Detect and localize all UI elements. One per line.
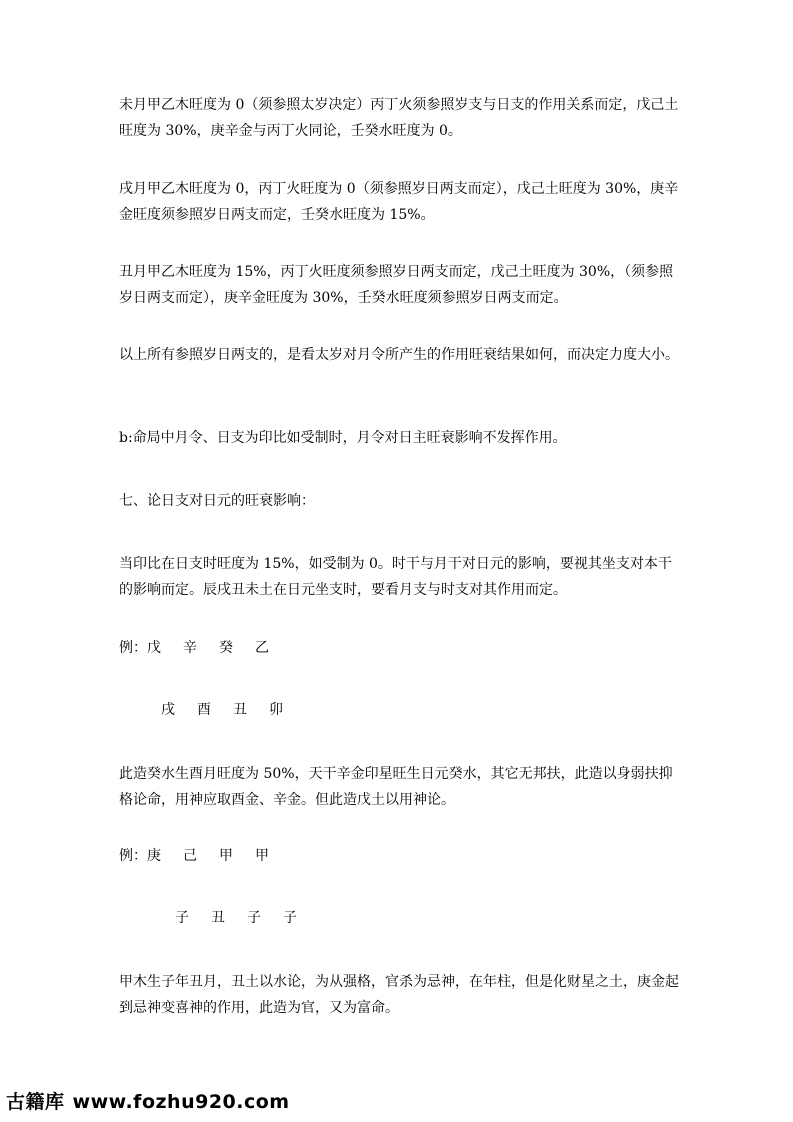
section-heading-seven: 七、论日支对日元的旺衰影响： <box>119 493 315 509</box>
stem-char: 癸 <box>219 640 233 656</box>
stem-char: 辛 <box>183 640 197 656</box>
branch-char: 子 <box>247 910 261 926</box>
example-2-branches <box>175 908 297 928</box>
branch-char: 酉 <box>197 702 211 718</box>
paragraph-example-2-analysis: 甲木生子年丑月，丑土以水论，为从强格，官杀为忌神，在年柱，但是化财星之土，庚金起到忌神变喜神的作用，此造为官，又为富命。 <box>119 974 679 1016</box>
paragraph-note-b: b:命局中月令、日支为印比如受制时，月令对日主旺衰影响不发挥作用。 <box>119 430 567 446</box>
paragraph-summary: 以上所有参照岁日两支的，是看太岁对月令所产生的作用旺衰结果如何，而决定力度大小。 <box>119 347 679 363</box>
stem-char: 甲 <box>219 848 233 864</box>
branch-char: 子 <box>175 910 189 926</box>
stem-char: 己 <box>183 848 197 864</box>
site-watermark <box>6 1090 290 1114</box>
stem-char: 甲 <box>255 848 269 864</box>
branch-char: 卯 <box>269 702 283 718</box>
paragraph-chou-month: 丑月甲乙木旺度为 15%，丙丁火旺度须参照岁日两支而定，戊己土旺度为 30%，（须参照岁日两支而定），庚辛金旺度为 30%，壬癸水旺度须参照岁日两支而定。 <box>119 264 674 306</box>
branch-char: 丑 <box>211 910 225 926</box>
watermark-url: www.fozhu920.com <box>72 1091 290 1113</box>
paragraph-example-1-analysis: 此造癸水生酉月旺度为 50%，天干辛金印星旺生日元癸水，其它无邦扶，此造以身弱扶抑格论命，用神应取酉金、辛金。但此造戊土以用神论。 <box>119 766 673 808</box>
paragraph-xu-month: 戌月甲乙木旺度为 0，丙丁火旺度为 0（须参照岁日两支而定），戊己土旺度为 30%，庚辛金旺度须参照岁日两支而定，壬癸水旺度为 15%。 <box>119 181 679 223</box>
branch-char: 子 <box>283 910 297 926</box>
paragraph-day-branch: 当印比在日支时旺度为 15%，如受制为 0。时干与月干对日元的影响，要视其坐支对本干的影响而定。辰戌丑未土在日元坐支时，要看月支与时支对其作用而定。 <box>119 556 672 598</box>
stem-char: 戊 <box>147 640 161 656</box>
example-1-stems <box>119 638 269 658</box>
branch-char: 丑 <box>233 702 247 718</box>
example-2-stems <box>119 846 269 866</box>
watermark-brand: 古籍库 <box>6 1091 65 1113</box>
stem-char: 庚 <box>147 848 161 864</box>
stem-char: 乙 <box>255 640 269 656</box>
example-1-branches <box>161 700 283 720</box>
example-label: 例： <box>119 848 147 864</box>
example-label: 例： <box>119 640 147 656</box>
paragraph-wei-month: 未月甲乙木旺度为 0（须参照太岁决定）丙丁火须参照岁支与日支的作用关系而定，戊己土旺度为 30%，庚辛金与丙丁火同论，壬癸水旺度为 0。 <box>119 97 679 139</box>
branch-char: 戌 <box>161 702 175 718</box>
